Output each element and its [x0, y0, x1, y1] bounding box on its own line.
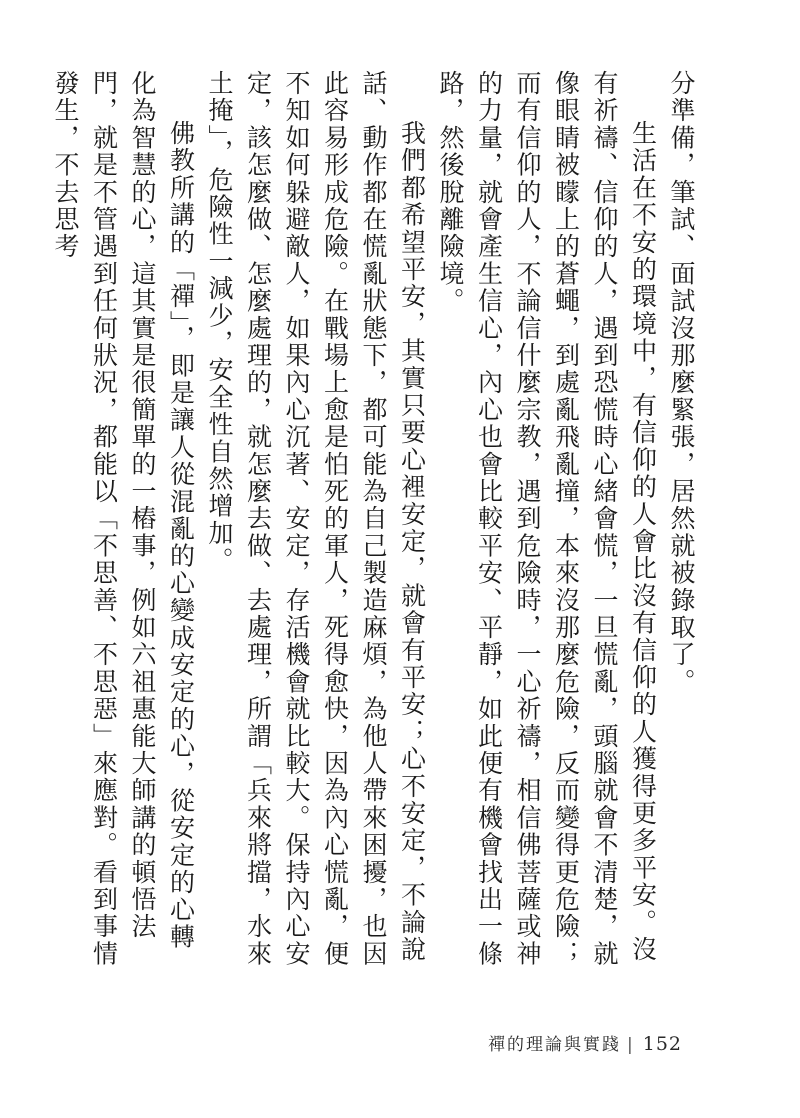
paragraph-1: 分準備，筆試、面試沒那麼緊張，居然就被錄取了。	[667, 70, 696, 696]
paragraph-3: 我們都希望平安，其實只要心裡安定，就會有平安；心不安定，不論說話、動作都在慌亂狀態下，都可能為自己製造麻煩，為他人帶來困擾，也因此容易形成危險。在戰場上愈是怕死的軍人，死得愈快，因為內心慌亂，便不知如何躲避敵人，如果內心沉著、安定，存活機會就比較大。保持內心安定，該怎麼做、怎麼處理的，就怎麼去做、去處理，所謂「兵來將擋，水來土掩」，危險性一減少，安全性自然增加。	[205, 70, 427, 968]
book-title: 禪的理論與實踐	[488, 1035, 621, 1055]
page-number: 152	[642, 1033, 682, 1055]
page-footer	[488, 1030, 682, 1055]
body-text	[51, 70, 700, 970]
footer-separator: |	[627, 1035, 635, 1055]
paragraph-2: 生活在不安的環境中，有信仰的人會比沒有信仰的人獲得更多平安。沒有祈禱、信仰的人，遇到恐慌時心緒會慌，一旦慌亂，頭腦就會不清楚，就像眼睛被矇上的蒼蠅，到處亂飛亂撞，本來沒那麼危險，反而變得更危險；而有信仰的人，不論信什麼宗教，遇到危險時，一心祈禱，相信佛菩薩或神的力量，就會產生信心，內心也會比較平安、平靜，如此便有機會找出一條路，然後脫離險境。	[436, 70, 658, 968]
paragraph-4: 佛教所講的「禪」，即是讓人從混亂的心變成安定的心，從安定的心轉化為智慧的心，這其實是很簡單的一樁事，例如六祖惠能大師講的頓悟法門，就是不管遇到任何狀況，都能以「不思善、不思惡」來應對。看到事情發生，不去思考	[51, 70, 196, 968]
